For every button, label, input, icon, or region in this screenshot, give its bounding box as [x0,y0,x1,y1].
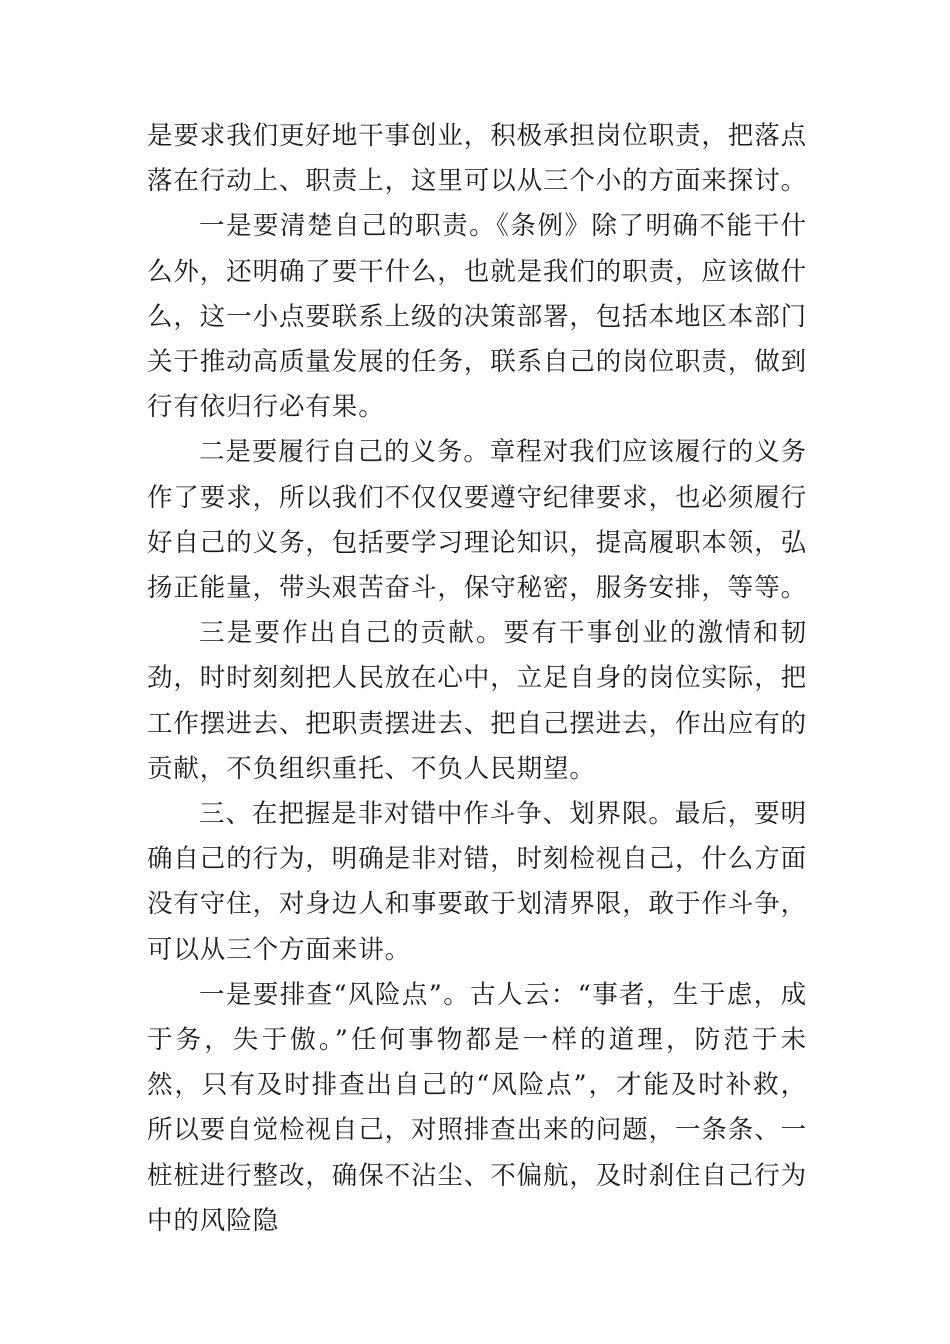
paragraph-text: 古人云：“事者，生于虑，成于务，失于傲。”任何事物都是一样的道理，防范于未然，只有及时排查出自己的“风险点”，才能及时补救，所以要自觉检视自己，对照排查出来的问题，一条条、一桩桩进行整改，确保不沾尘、不偏航，及时刹住自己行为中的风险隐 [147,979,808,1236]
paragraph-text: 是要求我们更好地干事创业，积极承担岗位职责，把落点落在行动上、职责上，这里可以从三个小的方面来探讨。 [147,121,808,197]
document-page [147,114,807,1244]
paragraph-obligation [147,430,807,611]
paragraph-lead: 三是要作出自己的贡献。 [199,618,504,649]
paragraph-text: 《条例》除了明确不能干什么外，还明确了要干什么，也就是我们的职责，应该做什么，这一小点要联系上级的决策部署，包括本地区本部门关于推动高质量发展的任务，联系自己的岗位职责，做到行有依归行必有果。 [147,211,808,423]
paragraph-lead: 一是要排查“风险点”。 [199,979,471,1010]
paragraph-section-three [147,792,807,973]
paragraph-contribution [147,611,807,792]
paragraph-duty-clarity [147,204,807,430]
paragraph-continuation [147,114,807,204]
paragraph-lead: 二是要履行自己的义务。 [199,437,490,468]
paragraph-text: 要有干事创业的激情和韧劲，时时刻刻把人民放在心中，立足自身的岗位实际，把工作摆进去、把职责摆进去、把自己摆进去，作出应有的贡献，不负组织重托、不负人民期望。 [147,618,808,784]
paragraph-text: 章程对我们应该履行的义务作了要求，所以我们不仅仅要遵守纪律要求，也必须履行好自己的义务，包括要学习理论知识，提高履职本领，弘扬正能量，带头艰苦奋斗，保守秘密，服务安排，等等。 [147,437,808,604]
section-heading: 三、在把握是非对错中作斗争、划界限。 [199,799,675,830]
paragraph-risk-points [147,973,807,1244]
paragraph-text: 最后，要明确自己的行为，明确是非对错，时刻检视自己，什么方面没有守住，对身边人和事要敢于划清界限，敢于作斗争，可以从三个方面来讲。 [147,799,808,965]
paragraph-lead: 一是要清楚自己的职责。 [199,211,497,242]
